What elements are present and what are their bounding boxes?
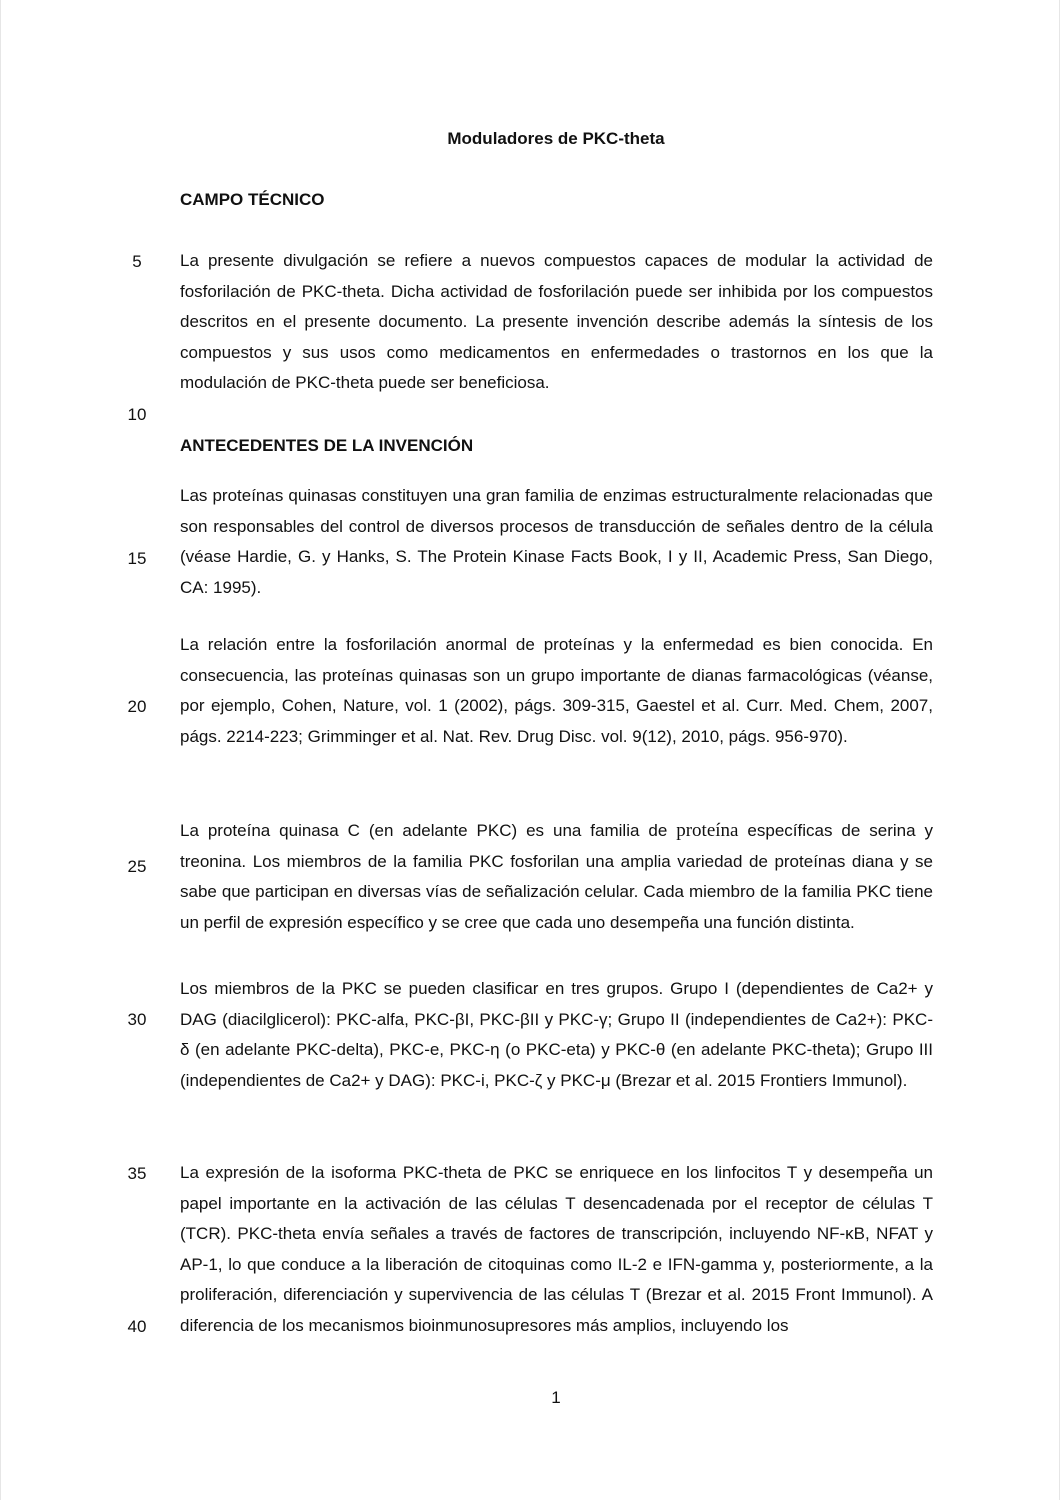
line-number-40: 40 bbox=[127, 1317, 147, 1336]
line-number-15: 15 bbox=[127, 549, 147, 568]
paragraph-pkc-familia bbox=[180, 816, 933, 938]
heading-campo-tecnico: CAMPO TÉCNICO bbox=[180, 190, 325, 209]
paragraph-pkc-part-1: La proteína quinasa C (en adelante PKC) es una familia de bbox=[180, 821, 677, 840]
paragraph-pkc-serif-word: proteína bbox=[676, 820, 739, 841]
paragraph-campo-tecnico: La presente divulgación se refiere a nuevos compuestos capaces de modular la actividad de fosforilación de PKC-theta. Dicha actividad de fosforilación puede ser inhibida por los compuestos descritos en el presente documento. La presente invención describe además la síntesis de los compuestos y sus usos como medicamentos en enfermedades o trastornos en los que la modulación de PKC-theta puede ser beneficiosa. bbox=[180, 251, 933, 393]
heading-antecedentes: ANTECEDENTES DE LA INVENCIÓN bbox=[180, 436, 474, 455]
line-number-35: 35 bbox=[127, 1164, 147, 1183]
paragraph-fosforilacion-anormal: La relación entre la fosforilación anormal de proteínas y la enfermedad es bien conocida. En consecuencia, las proteínas quinasas son un grupo importante de dianas farmacológicas (véanse, por ejemplo, Cohen, Nature, vol. 1 (2002), págs. 309-315, Gaestel et al. Curr. Med. Chem, 2007, págs. 2214-223; Grimminger et al. Nat. Rev. Drug Disc. vol. 9(12), 2010, págs. 956-970). bbox=[180, 635, 933, 746]
line-number-20: 20 bbox=[127, 697, 147, 716]
paragraph-pkc-part-2: específicas de serina y treonina. Los miembros de la familia PKC fosforilan una amplia variedad de proteínas diana y se sabe que participan en diversas vías de señalización celular. Cada miembro de la familia PKC tiene un perfil de expresión específico y se cree que cada uno desempeña una función distinta. bbox=[180, 821, 933, 932]
paragraph-proteinas-quinasas: Las proteínas quinasas constituyen una gran familia de enzimas estructuralmente relacionadas que son responsables del control de diversos procesos de transducción de señales dentro de la célula (véase Hardie, G. y Hanks, S. The Protein Kinase Facts Book, I y II, Academic Press, San Diego, CA: 1995). bbox=[180, 486, 933, 597]
page-number: 1 bbox=[551, 1388, 561, 1407]
paragraph-pkc-grupos: Los miembros de la PKC se pueden clasificar en tres grupos. Grupo I (dependientes de Ca2+ y DAG (diacilglicerol): PKC-alfa, PKC-βI, PKC-βII y PKC-γ; Grupo II (independientes de Ca2+): PKC-δ (en adelante PKC-delta), PKC-e, PKC-η (o PKC-eta) y PKC-θ (en adelante PKC-theta); Grupo III (independientes de Ca2+ y DAG): PKC-i, PKC-ζ y PKC-μ (Brezar et al. 2015 Frontiers Immunol). bbox=[180, 979, 933, 1090]
paragraph-pkc-theta-expresion: La expresión de la isoforma PKC-theta de PKC se enriquece en los linfocitos T y desempeña un papel importante en la activación de las células T desencadenada por el receptor de células T (TCR). PKC-theta envía señales a través de factores de transcripción, incluyendo NF-κB, NFAT y AP-1, lo que conduce a la liberación de citoquinas como IL-2 e IFN-gamma y, posteriormente, a la proliferación, diferenciación y supervivencia de las células T (Brezar et al. 2015 Front Immunol). A diferencia de los mecanismos bioinmunosupresores más amplios, incluyendo los bbox=[180, 1163, 933, 1335]
document-title: Moduladores de PKC-theta bbox=[447, 129, 665, 148]
line-number-30: 30 bbox=[127, 1010, 147, 1029]
line-number-25: 25 bbox=[127, 857, 147, 876]
line-number-5: 5 bbox=[132, 252, 142, 271]
line-number-10: 10 bbox=[127, 405, 147, 424]
